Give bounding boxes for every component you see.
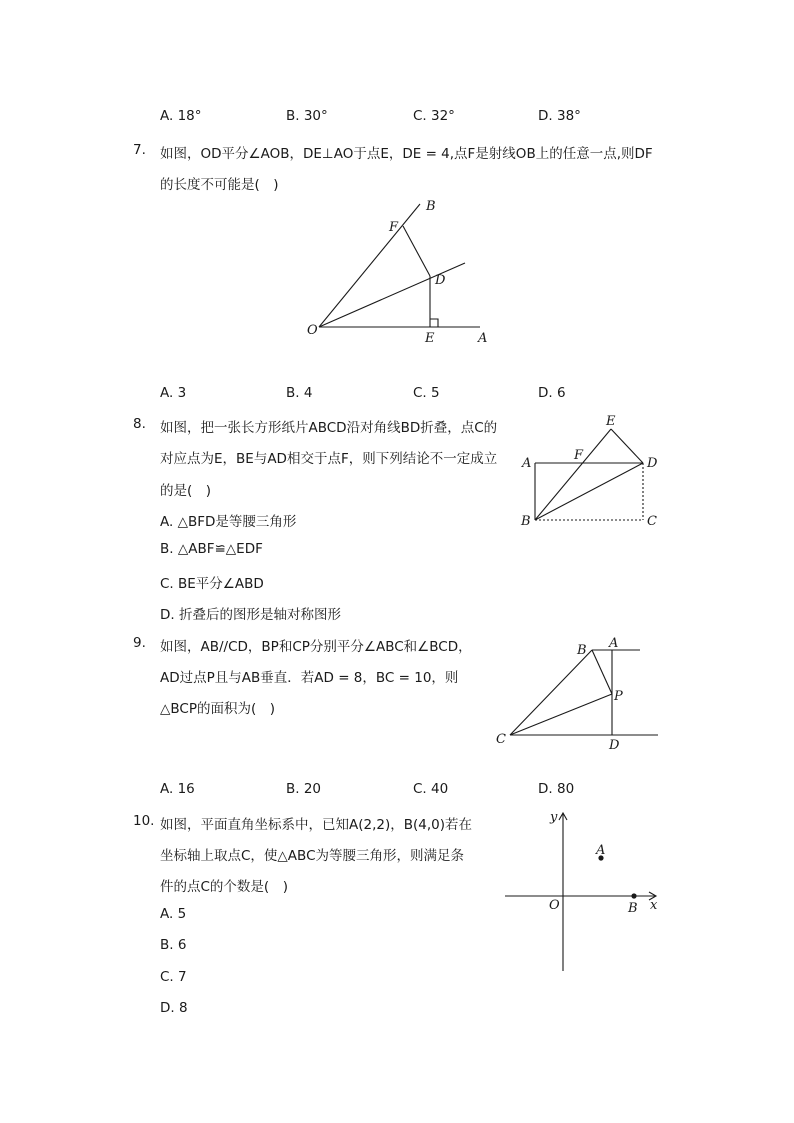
q8-label-a: A	[522, 456, 532, 471]
q10-number: 10.	[133, 813, 155, 829]
q10-label-y: y	[550, 810, 558, 825]
q8-segment-be	[535, 429, 611, 520]
q6-option-c[interactable]: C. 32°	[413, 108, 455, 124]
q6-option-b[interactable]: B. 30°	[286, 108, 328, 124]
q7-stem-line2: 的长度不可能是( )	[160, 177, 279, 193]
q10-point-b	[631, 893, 636, 898]
q9-stem-line2: AD过点P且与AB垂直．若AD = 8，BC = 10，则	[160, 670, 459, 686]
q7-option-d[interactable]: D. 6	[538, 385, 566, 401]
q8-label-c: C	[647, 514, 657, 529]
q9-label-d: D	[609, 738, 620, 753]
q8-number: 8.	[133, 416, 146, 432]
q6-option-d[interactable]: D. 38°	[538, 108, 581, 124]
q10-option-c[interactable]: C. 7	[160, 969, 187, 985]
q8-label-b: B	[521, 514, 531, 529]
q7-label-f: F	[389, 220, 399, 235]
q10-option-b[interactable]: B. 6	[160, 937, 187, 953]
q7-option-c[interactable]: C. 5	[413, 385, 440, 401]
q7-figure	[300, 192, 500, 347]
q9-label-b: B	[577, 643, 587, 658]
q8-label-f: F	[574, 448, 584, 463]
q7-label-d: D	[435, 273, 446, 288]
q9-segment-cp	[510, 694, 612, 735]
q10-label-x: x	[650, 898, 658, 913]
q9-label-c: C	[496, 732, 506, 747]
q10-label-o: O	[549, 898, 560, 913]
q9-option-b[interactable]: B. 20	[286, 781, 322, 797]
q10-label-b: B	[628, 901, 638, 916]
q7-right-angle-mark	[430, 319, 438, 327]
q8-label-d: D	[647, 456, 658, 471]
q8-option-a[interactable]: A. △BFD是等腰三角形	[160, 514, 297, 530]
q10-stem-line2: 坐标轴上取点C，使△ABC为等腰三角形，则满足条	[160, 848, 464, 864]
q7-option-b[interactable]: B. 4	[286, 385, 313, 401]
q6-option-a[interactable]: A. 18°	[160, 108, 202, 124]
q9-option-a[interactable]: A. 16	[160, 781, 195, 797]
q8-option-b[interactable]: B. △ABF≌△EDF	[160, 541, 263, 557]
q7-ray-ob	[319, 204, 420, 327]
q9-stem-line1: 如图，AB//CD，BP和CP分别平分∠ABC和∠BCD，	[160, 639, 472, 655]
q8-segment-ed	[611, 429, 643, 463]
q8-stem-line1: 如图，把一张长方形纸片ABCD沿对角线BD折叠，点C的	[160, 420, 498, 436]
q7-segment-fd	[403, 226, 430, 276]
q9-segment-bc	[510, 650, 592, 735]
q7-label-e: E	[425, 331, 435, 346]
q8-option-d[interactable]: D. 折叠后的图形是轴对称图形	[160, 607, 341, 623]
q10-stem-line3: 件的点C的个数是( )	[160, 879, 288, 895]
q9-option-c[interactable]: C. 40	[413, 781, 449, 797]
q7-label-o: O	[307, 323, 318, 338]
q7-stem-line1: 如图，OD平分∠AOB，DE⊥AO于点E，DE = 4,点F是射线OB上的任意一点,则DF	[160, 146, 653, 162]
q9-segment-bp	[592, 650, 612, 694]
q8-figure	[515, 410, 665, 530]
q10-option-a[interactable]: A. 5	[160, 906, 187, 922]
q8-label-e: E	[606, 414, 616, 429]
q8-stem-line3: 的是( )	[160, 483, 212, 499]
q9-label-a: A	[609, 636, 619, 651]
q9-stem-line3: △BCP的面积为( )	[160, 701, 276, 717]
q7-label-a: A	[478, 331, 488, 346]
q10-stem-line1: 如图，平面直角坐标系中，已知A(2,2)，B(4,0)若在	[160, 817, 473, 833]
q9-figure	[490, 634, 665, 756]
q8-option-c[interactable]: C. BE平分∠ABD	[160, 576, 264, 592]
q9-label-p: P	[614, 689, 623, 704]
q7-label-b: B	[426, 199, 436, 214]
q9-option-d[interactable]: D. 80	[538, 781, 575, 797]
q7-option-a[interactable]: A. 3	[160, 385, 187, 401]
q9-number: 9.	[133, 635, 146, 651]
q7-number: 7.	[133, 142, 146, 158]
q8-stem-line2: 对应点为E，BE与AD相交于点F，则下列结论不一定成立	[160, 451, 498, 467]
q10-figure	[500, 805, 665, 975]
q8-diagonal-bd	[535, 463, 643, 520]
q10-option-d[interactable]: D. 8	[160, 1000, 188, 1016]
q10-label-a: A	[596, 843, 606, 858]
